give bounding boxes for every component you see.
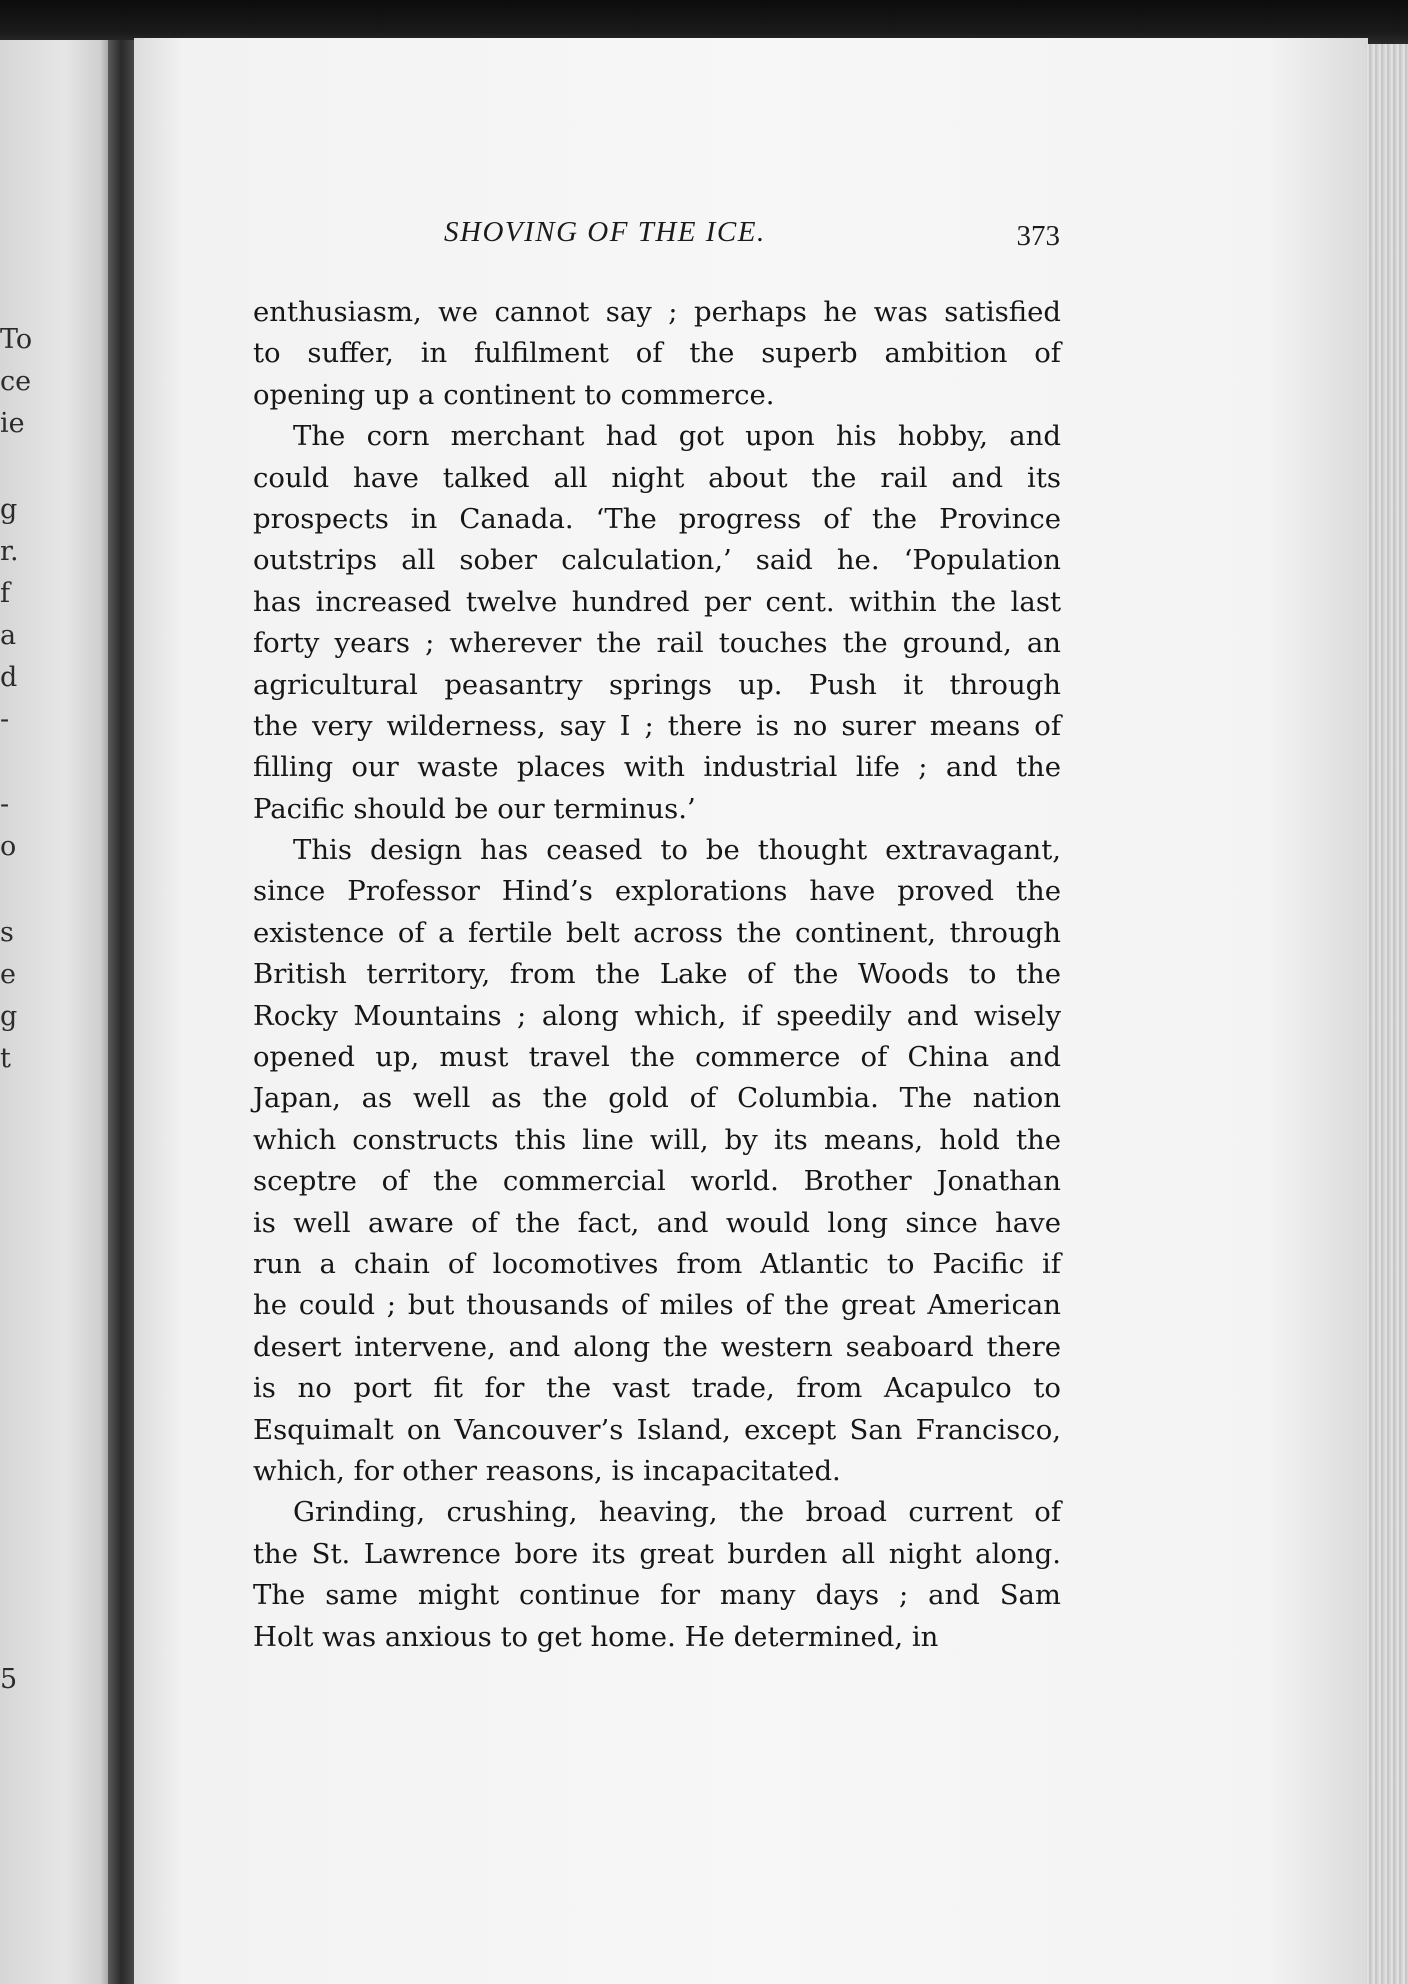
page-number: 373 bbox=[1016, 220, 1060, 252]
left-page-fragment: t bbox=[0, 1043, 11, 1074]
left-page-fragment: s bbox=[0, 917, 14, 948]
text-line: desert intervene, and along the western seaboard there bbox=[253, 1330, 1061, 1363]
text-line: sceptre of the commercial world. Brother Jonathan bbox=[253, 1165, 1061, 1198]
left-page-fragment: g bbox=[0, 1001, 18, 1032]
page-edges bbox=[1366, 44, 1408, 1984]
paragraph bbox=[253, 1492, 1061, 1658]
left-page-fragment: f bbox=[0, 578, 10, 609]
left-page-fragment: e bbox=[0, 959, 16, 990]
text-line: Holt was anxious to get home. He determined, in bbox=[253, 1620, 939, 1653]
text-line: Pacific should be our terminus.’ bbox=[253, 792, 696, 825]
paragraph bbox=[253, 416, 1061, 830]
left-page-fragment: o bbox=[0, 831, 17, 862]
left-page-fragment: a bbox=[0, 620, 17, 651]
left-page-fragment: d bbox=[0, 662, 18, 693]
text-line: existence of a fertile belt across the continent, through bbox=[253, 916, 1061, 949]
left-page-fragment: ie bbox=[0, 408, 25, 439]
text-line: outstrips all sober calculation,’ said he. ‘Population bbox=[253, 544, 1061, 577]
text-line: This design has ceased to be thought extravagant, bbox=[293, 834, 1061, 867]
text-line: agricultural peasantry springs up. Push it through bbox=[253, 668, 1061, 701]
left-facing-page bbox=[0, 40, 118, 1984]
text-line: filling our waste places with industrial life ; and the bbox=[253, 751, 1061, 784]
left-page-fragment: - bbox=[0, 704, 10, 735]
text-line: forty years ; wherever the rail touches the ground, an bbox=[253, 627, 1061, 660]
text-line: Esquimalt on Vancouver’s Island, except San Francisco, bbox=[253, 1413, 1061, 1446]
text-line: The corn merchant had got upon his hobby, and bbox=[293, 420, 1061, 453]
text-line: he could ; but thousands of miles of the great American bbox=[253, 1289, 1061, 1322]
left-page-fragment: r. bbox=[0, 536, 19, 567]
text-line: Rocky Mountains ; along which, if speedily and wisely bbox=[253, 999, 1061, 1032]
paragraph bbox=[253, 830, 1061, 1492]
text-line: opened up, must travel the commerce of China and bbox=[253, 1041, 1061, 1074]
running-head: SHOVING OF THE ICE. bbox=[444, 216, 766, 248]
text-line: which, for other reasons, is incapacitated. bbox=[253, 1454, 841, 1487]
left-page-fragment: ce bbox=[0, 366, 32, 397]
text-line: could have talked all night about the rail and its bbox=[253, 461, 1061, 494]
body-text bbox=[253, 292, 1061, 1658]
text-line: prospects in Canada. ‘The progress of the Province bbox=[253, 502, 1061, 535]
text-line: Japan, as well as the gold of Columbia. The nation bbox=[253, 1082, 1061, 1115]
text-line: run a chain of locomotives from Atlantic to Pacific if bbox=[253, 1247, 1061, 1280]
text-line: since Professor Hind’s explorations have proved the bbox=[253, 875, 1061, 908]
text-line: Grinding, crushing, heaving, the broad current of bbox=[293, 1496, 1061, 1529]
text-line: which constructs this line will, by its means, hold the bbox=[253, 1123, 1061, 1156]
text-line: the very wilderness, say I ; there is no surer means of bbox=[253, 709, 1061, 742]
text-line: is no port fit for the vast trade, from Acapulco to bbox=[253, 1372, 1061, 1405]
left-page-fragment: g bbox=[0, 494, 18, 525]
paragraph bbox=[253, 292, 1061, 416]
left-page-text-fragments bbox=[0, 40, 40, 1984]
text-line: to suffer, in fulfilment of the superb ambition of bbox=[253, 337, 1061, 370]
text-line: has increased twelve hundred per cent. within the last bbox=[253, 585, 1061, 618]
left-page-fragment: - bbox=[0, 789, 10, 820]
text-line: The same might continue for many days ; and Sam bbox=[253, 1579, 1061, 1612]
text-line: is well aware of the fact, and would long since have bbox=[253, 1206, 1061, 1239]
left-page-fragment: To bbox=[0, 324, 33, 355]
text-line: opening up a continent to commerce. bbox=[253, 378, 775, 411]
left-page-fragment: 5 bbox=[0, 1664, 18, 1695]
text-line: the St. Lawrence bore its great burden all night along. bbox=[253, 1537, 1061, 1570]
text-line: British territory, from the Lake of the Woods to the bbox=[253, 958, 1061, 991]
text-line: enthusiasm, we cannot say ; perhaps he was satisfied bbox=[253, 296, 1061, 328]
